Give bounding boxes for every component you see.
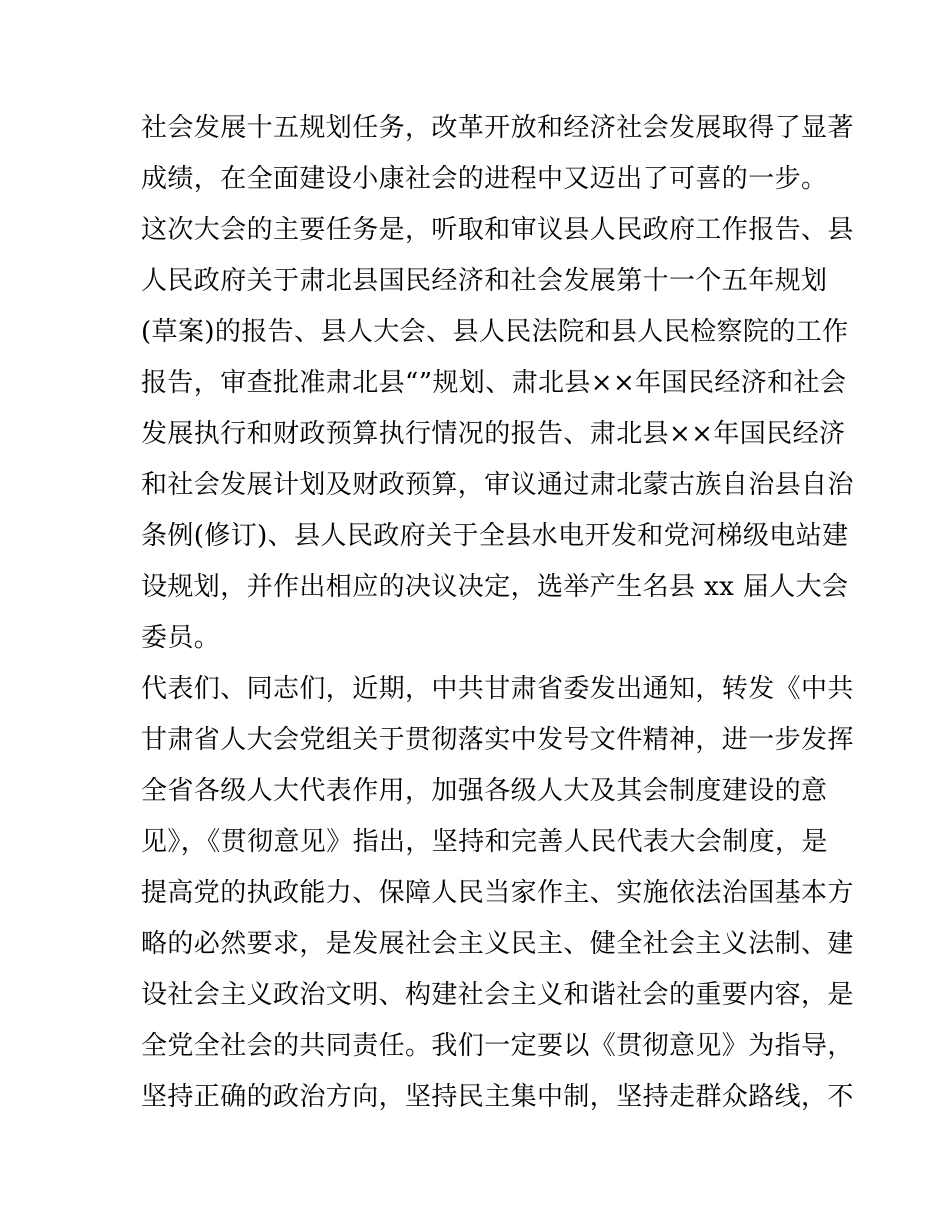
text-line: 全省各级人大代表作用，加强各级人大及其会制度建设的意 xyxy=(141,776,828,806)
text-line: (草案)的报告、县人大会、县人民法院和县人民检察院的工作 xyxy=(141,317,849,347)
text-line: 坚持正确的政治方向，坚持民主集中制，坚持走群众路线，不 xyxy=(141,1082,854,1112)
text-line: 代表们、同志们，近期，中共甘肃省委发出通知，转发《中共 xyxy=(141,674,854,704)
text-line: 发展执行和财政预算执行情况的报告、肃北县××年国民经济 xyxy=(141,419,846,449)
text-line: 报告，审查批准肃北县“”规划、肃北县××年国民经济和社会 xyxy=(141,368,847,398)
text-line: 甘肃省人大会党组关于贯彻落实中发号文件精神，进一步发挥 xyxy=(141,725,854,755)
text-line: 设规划，并作出相应的决议决定，选举产生名县 xx 届人大会 xyxy=(141,572,849,602)
text-line: 这次大会的主要任务是，听取和审议县人民政府工作报告、县 xyxy=(141,215,854,245)
text-line: 委员。 xyxy=(141,623,221,653)
document-body xyxy=(141,103,854,1123)
text-line: 条例(修订)、县人民政府关于全县水电开发和党河梯级电站建 xyxy=(141,521,849,551)
text-line: 见》，《贯彻意见》指出，坚持和完善人民代表大会制度，是 xyxy=(141,827,828,857)
text-line: 成绩，在全面建设小康社会的进程中又迈出了可喜的一步。 xyxy=(141,164,828,194)
text-line: 提高党的执政能力、保障人民当家作主、实施依法治国基本方 xyxy=(141,878,854,908)
text-line: 社会发展十五规划任务，改革开放和经济社会发展取得了显著 xyxy=(141,113,854,143)
text-line: 设社会主义政治文明、构建社会主义和谐社会的重要内容，是 xyxy=(141,980,854,1010)
text-line: 全党全社会的共同责任。我们一定要以《贯彻意见》为指导， xyxy=(141,1031,854,1061)
text-line: 略的必然要求，是发展社会主义民主、健全社会主义法制、建 xyxy=(141,929,854,959)
text-line: 和社会发展计划及财政预算，审议通过肃北蒙古族自治县自治 xyxy=(141,470,854,500)
text-line: 人民政府关于肃北县国民经济和社会发展第十一个五年规划 xyxy=(141,266,828,296)
